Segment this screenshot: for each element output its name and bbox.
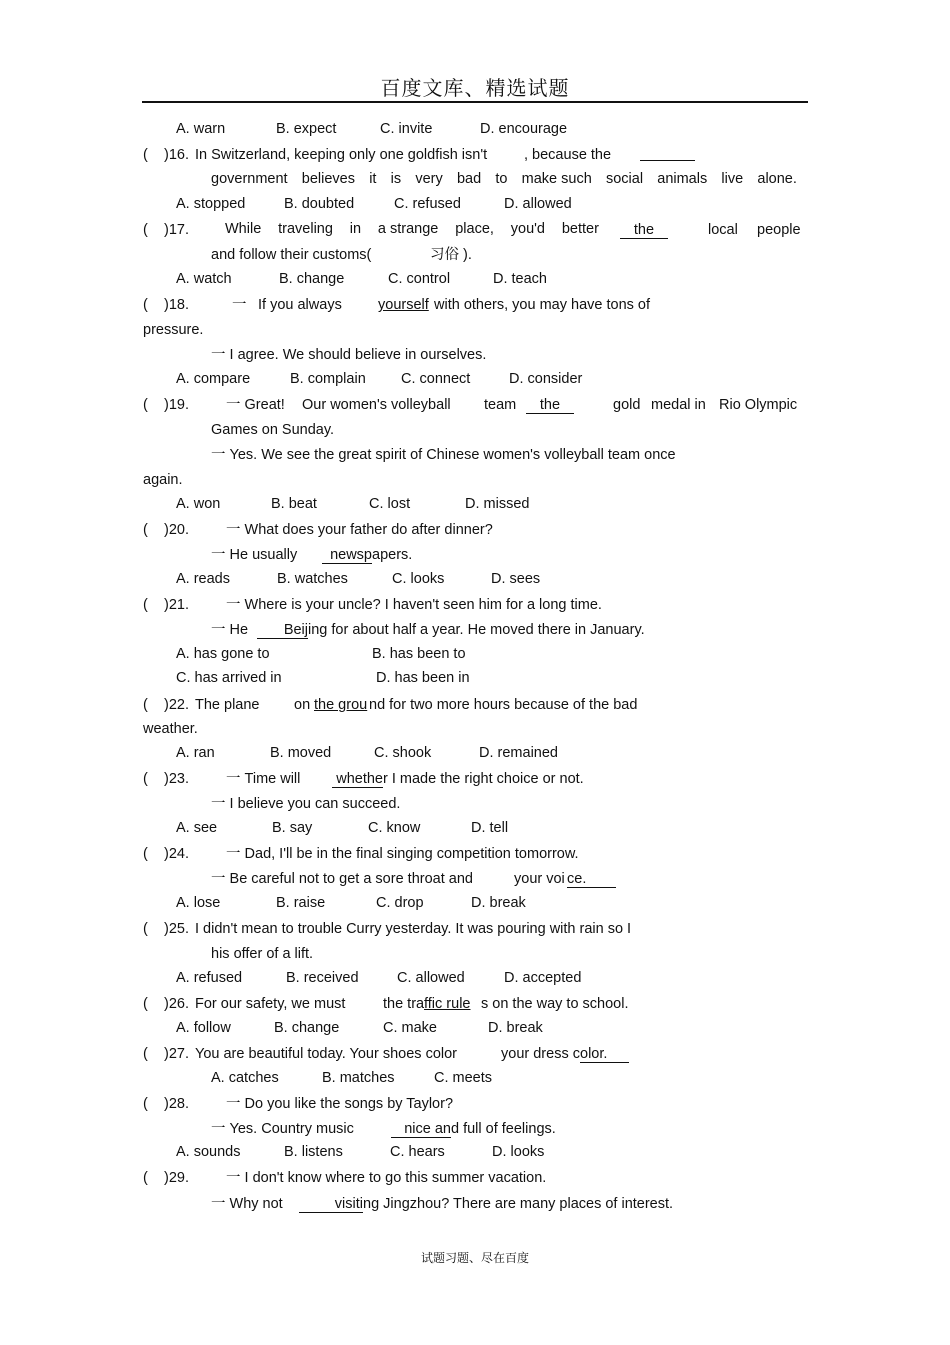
dash: 一 xyxy=(232,297,247,313)
question-number: )17. xyxy=(164,222,189,238)
option-c[interactable]: C. lost xyxy=(369,496,411,512)
reply-text-cont: apers. xyxy=(372,547,413,563)
question-text: In Switzerland, keeping only one goldfish isn't xyxy=(195,147,488,163)
option-c[interactable]: C. make xyxy=(383,1020,437,1036)
word: traveling xyxy=(278,221,333,237)
option-d[interactable]: D. sees xyxy=(491,571,541,587)
reply-text-cont: ing for about half a year. He moved there in January. xyxy=(308,622,645,638)
answer-blank xyxy=(640,146,695,166)
word: you'd xyxy=(510,221,545,237)
answer-paren[interactable]: ( xyxy=(143,522,148,538)
question-text-cont: r I made the right choice or not. xyxy=(383,771,584,787)
reply-text: 一 Yes. We see the great spirit of Chinese women's volleyball team once xyxy=(211,447,676,463)
page-title: 百度文库、精选试题 xyxy=(380,76,570,100)
question-number: )27. xyxy=(164,1046,189,1062)
option-c[interactable]: C. drop xyxy=(376,895,424,911)
answer-paren[interactable]: ( xyxy=(143,697,148,713)
question-text-line2-cont: 习俗 ). xyxy=(430,247,472,263)
question-number: )22. xyxy=(164,697,189,713)
question-number: )28. xyxy=(164,1096,189,1112)
answer-blank: ce. xyxy=(567,870,616,888)
option-a[interactable]: A. stopped xyxy=(176,196,246,212)
answer-paren[interactable]: ( xyxy=(143,597,148,613)
reply-text: 一 He usually xyxy=(211,547,298,563)
reply-text-cont: d full of feelings. xyxy=(451,1121,556,1137)
word: place, xyxy=(455,221,494,237)
answer-blank: nice an xyxy=(391,1120,451,1138)
answer-paren[interactable]: ( xyxy=(143,1096,148,1112)
option-c[interactable]: C. connect xyxy=(401,371,471,387)
answer-paren[interactable]: ( xyxy=(143,297,148,313)
option-d[interactable]: D. has been in xyxy=(376,670,470,686)
option-c[interactable]: C. allowed xyxy=(397,970,465,986)
answer-blank: the xyxy=(620,221,668,239)
question-text: 一 I don't know where to go this summer vacation. xyxy=(226,1170,547,1186)
option-c[interactable]: C. control xyxy=(388,271,451,287)
question-text-line2: and follow their customs( xyxy=(211,247,372,263)
word: medal in xyxy=(651,397,706,413)
word: gold xyxy=(613,397,641,413)
answer-paren[interactable]: ( xyxy=(143,996,148,1012)
question-text: For our safety, we must xyxy=(195,996,346,1012)
question-number: )21. xyxy=(164,597,189,613)
answer-blank: Beij xyxy=(257,621,308,639)
header-divider xyxy=(142,101,808,103)
option-c[interactable]: C. hears xyxy=(390,1144,445,1160)
answer-blank: visiti xyxy=(299,1195,363,1213)
option-a[interactable]: A. follow xyxy=(176,1020,231,1036)
option-d[interactable]: D. allowed xyxy=(504,196,572,212)
word: to xyxy=(495,171,508,187)
question-text: You are beautiful today. Your shoes color xyxy=(195,1046,457,1062)
word: While xyxy=(225,221,262,237)
option-a[interactable]: A. lose xyxy=(176,895,221,911)
reply-text-cont: ng Jingzhou? There are many places of interest. xyxy=(363,1196,674,1212)
option-b[interactable]: B. received xyxy=(286,970,359,986)
question-number: )23. xyxy=(164,771,189,787)
word: Rio Olympic xyxy=(719,397,798,413)
option-a[interactable]: A. compare xyxy=(176,371,251,387)
option-b[interactable]: B. expect xyxy=(276,121,337,137)
option-b[interactable]: B. complain xyxy=(290,371,366,387)
option-d[interactable]: D. encourage xyxy=(480,121,568,137)
answer-paren[interactable]: ( xyxy=(143,771,148,787)
option-a[interactable]: A. sounds xyxy=(176,1144,241,1160)
question-text: 一 Do you like the songs by Taylor? xyxy=(226,1096,454,1112)
reply-text: 一 I believe you can succeed. xyxy=(211,796,401,812)
word: a strange xyxy=(377,221,439,237)
question-text-wrap: weather. xyxy=(143,721,198,737)
word: people xyxy=(757,222,801,238)
option-c[interactable]: C. know xyxy=(368,820,421,836)
option-d[interactable]: D. missed xyxy=(465,496,530,512)
word: better xyxy=(561,221,599,237)
option-c[interactable]: C. refused xyxy=(394,196,461,212)
answer-paren[interactable]: ( xyxy=(143,1170,148,1186)
option-d[interactable]: D. break xyxy=(471,895,526,911)
question-text: If you always xyxy=(258,297,342,313)
word: animals xyxy=(657,171,708,187)
answer-paren[interactable]: ( xyxy=(143,222,148,238)
answer-blank: whethe xyxy=(332,770,383,788)
question-number: )29. xyxy=(164,1170,189,1186)
option-c[interactable]: C. looks xyxy=(392,571,445,587)
question-number: )25. xyxy=(164,921,189,937)
question-text-cont: with others, you may have tons of xyxy=(434,297,650,313)
option-a[interactable]: A. watch xyxy=(176,271,232,287)
question-text: 一 Dad, I'll be in the final singing competition tomorrow. xyxy=(226,846,579,862)
word: social xyxy=(605,171,644,187)
answer-paren[interactable]: ( xyxy=(143,1046,148,1062)
question-text-wrap: pressure. xyxy=(143,322,204,338)
option-b[interactable]: B. raise xyxy=(276,895,326,911)
option-b[interactable]: B. change xyxy=(274,1020,340,1036)
question-text: I didn't mean to trouble Curry yesterday. It was pouring with rain so I xyxy=(195,921,632,937)
question-text-cont: , because the xyxy=(524,147,612,163)
word: very xyxy=(415,171,443,187)
option-a[interactable]: A. refused xyxy=(176,970,243,986)
answer-paren[interactable]: ( xyxy=(143,921,148,937)
reply-text-cont: your voi xyxy=(514,871,565,887)
question-text: Our women's volleyball xyxy=(302,397,451,413)
option-b[interactable]: B. watches xyxy=(277,571,348,587)
question-number: )24. xyxy=(164,846,189,862)
option-b[interactable]: B. listens xyxy=(284,1144,343,1160)
word: is xyxy=(390,171,402,187)
option-a[interactable]: A. reads xyxy=(176,571,230,587)
option-a[interactable]: A. ran xyxy=(176,745,215,761)
question-text-line2: his offer of a lift. xyxy=(211,946,314,962)
option-b[interactable]: B. matches xyxy=(322,1070,395,1086)
option-d[interactable]: D. accepted xyxy=(504,970,582,986)
question-number: )19. xyxy=(164,397,189,413)
question-number: )18. xyxy=(164,297,189,313)
question-text xyxy=(225,221,599,237)
option-c[interactable]: C. meets xyxy=(434,1070,493,1086)
question-text: 一 Where is your uncle? I haven't seen him for a long time. xyxy=(226,597,602,613)
option-b[interactable]: B. change xyxy=(279,271,345,287)
word: make such xyxy=(521,171,592,187)
question-number: )16. xyxy=(164,147,189,163)
answer-blank: the xyxy=(526,396,574,414)
option-d[interactable]: D. consider xyxy=(509,371,583,387)
reply-text: 一 Why not xyxy=(211,1196,283,1212)
question-text-cont2: s on the way to school. xyxy=(481,996,629,1012)
page-footer: 试题习题、尽在百度 xyxy=(420,1251,529,1265)
word: government xyxy=(211,171,288,187)
question-text: 一 Time will xyxy=(226,771,301,787)
answer-paren[interactable]: ( xyxy=(143,147,148,163)
option-c[interactable]: C. has arrived in xyxy=(176,670,282,686)
word: bad xyxy=(456,171,482,187)
option-d[interactable]: D. teach xyxy=(493,271,547,287)
word: local xyxy=(708,222,738,238)
option-d[interactable]: D. remained xyxy=(479,745,558,761)
reply-text-wrap: again. xyxy=(143,472,183,488)
option-c[interactable]: C. shook xyxy=(374,745,432,761)
answer-blank: olor. xyxy=(580,1045,629,1063)
option-b[interactable]: B. doubted xyxy=(284,196,355,212)
question-text: The plane xyxy=(195,697,260,713)
question-text: 一 What does your father do after dinner? xyxy=(226,522,493,538)
option-c[interactable]: C. invite xyxy=(380,121,433,137)
answer-blank: the grou xyxy=(314,697,368,713)
option-a[interactable]: A. won xyxy=(176,496,221,512)
answer-blank: newsp xyxy=(322,546,372,564)
option-b[interactable]: B. moved xyxy=(270,745,332,761)
option-b[interactable]: B. has been to xyxy=(372,646,466,662)
question-number: )26. xyxy=(164,996,189,1012)
question-text-line2 xyxy=(211,171,797,187)
question-text-line2: Games on Sunday. xyxy=(211,422,335,438)
reply-text: 一 Yes. Country music xyxy=(211,1121,354,1137)
answer-paren[interactable]: ( xyxy=(143,846,148,862)
option-b[interactable]: B. beat xyxy=(271,496,317,512)
option-a[interactable]: A. catches xyxy=(211,1070,279,1086)
word: believes xyxy=(301,171,355,187)
word: it xyxy=(369,171,377,187)
question-number: )20. xyxy=(164,522,189,538)
word: in xyxy=(349,221,362,237)
question-text-cont: the tra xyxy=(383,996,425,1012)
option-a[interactable]: A. warn xyxy=(176,121,226,137)
word: alone. xyxy=(757,171,797,187)
question-text: 一 Great! xyxy=(226,397,285,413)
option-a[interactable]: A. has gone to xyxy=(176,646,270,662)
option-d[interactable]: D. looks xyxy=(492,1144,545,1160)
answer-blank: yourself xyxy=(378,297,429,313)
question-text-cont: your dress c xyxy=(501,1046,580,1062)
option-a[interactable]: A. see xyxy=(176,820,218,836)
question-text: team xyxy=(484,397,517,413)
question-text: on xyxy=(294,697,311,713)
word: live xyxy=(721,171,744,187)
answer-paren[interactable]: ( xyxy=(143,397,148,413)
reply-text: 一 Be careful not to get a sore throat and xyxy=(211,871,473,887)
question-text-cont: nd for two more hours because of the bad xyxy=(369,697,638,713)
option-b[interactable]: B. say xyxy=(272,820,313,836)
option-d[interactable]: D. break xyxy=(488,1020,543,1036)
reply-text: 一 He xyxy=(211,622,249,638)
reply-text: 一 I agree. We should believe in ourselves. xyxy=(211,347,487,363)
option-d[interactable]: D. tell xyxy=(471,820,509,836)
answer-blank: ffic rule xyxy=(424,996,471,1012)
